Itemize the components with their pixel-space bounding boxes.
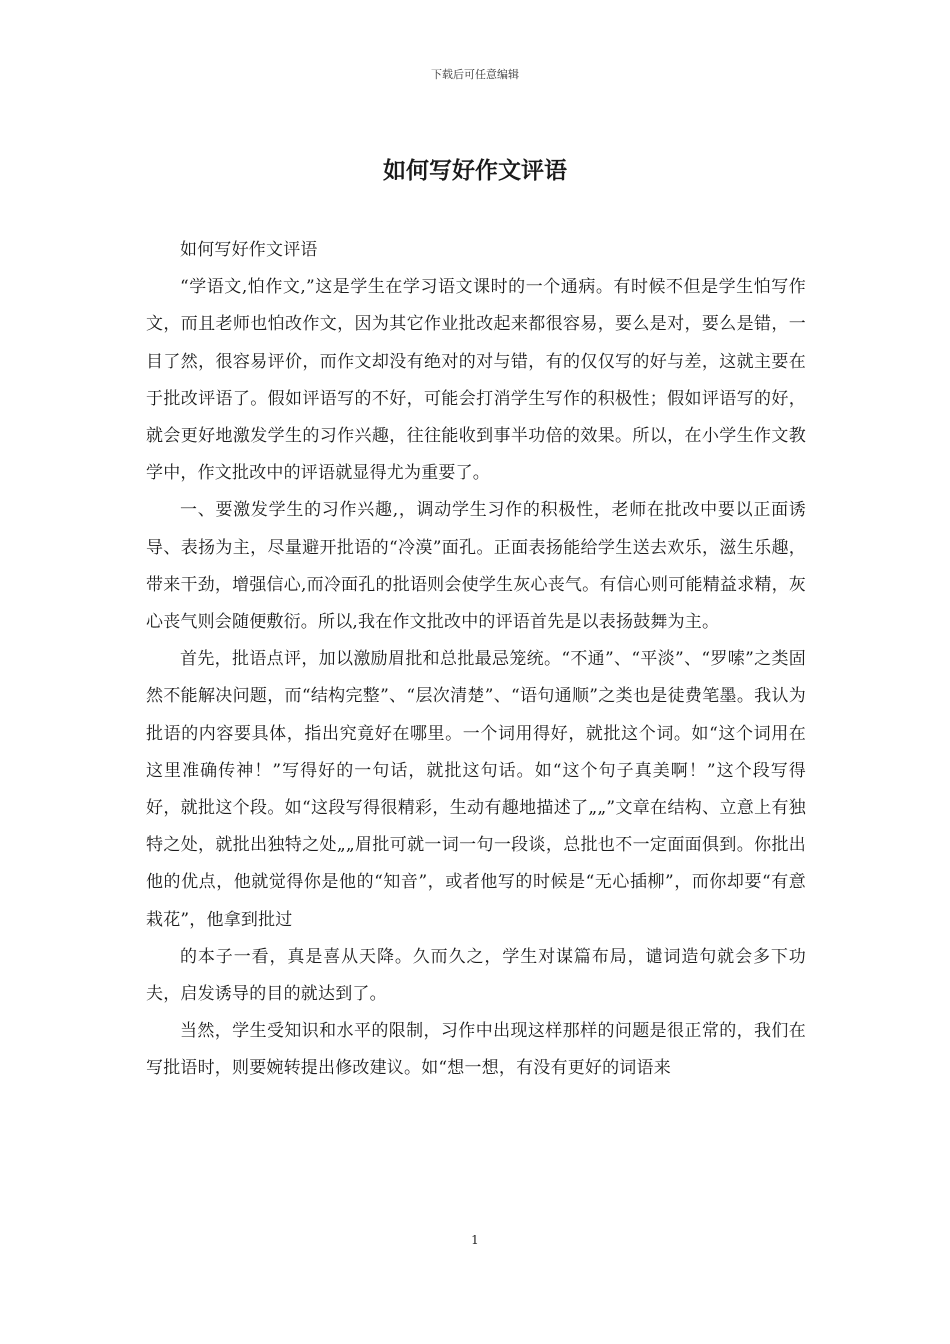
page-number: 1 (471, 1233, 479, 1247)
document-body (146, 232, 806, 1088)
document-title: 如何写好作文评语 (383, 157, 567, 184)
paragraph: 当然，学生受知识和水平的限制，习作中出现这样那样的问题是很正常的，我们在写批语时，则要婉转提出修改建议。如“想一想，有没有更好的词语来 (146, 1021, 806, 1079)
paragraph: 首先，批语点评，加以激励眉批和总批最忌笼统。“不通”、“平淡”、“罗嗦”之类固然不能解决问题，而“结构完整”、“层次清楚”、“语句通顺”之类也是徒费笔墨。我认为批语的内容要具体，指出究竟好在哪里。一个词用得好，就批这个词。如“这个词用在这里准确传神！”写得好的一句话，就批这句话。如“这个句子真美啊！”这个段写得好，就批这个段。如“这段写得很精彩，生动有趣地描述了„„”文章在结构、立意上有独特之处，就批出独特之处„„眉批可就一词一句一段谈，总批也不一定面面俱到。你批出他的优点，他就觉得你是他的“知音”，或者他写的时候是“无心插柳”，而你却要“有意栽花”，他拿到批过 (146, 649, 806, 930)
paragraph: 的本子一看，真是喜从天降。久而久之，学生对谋篇布局，谴词造句就会多下功夫，启发诱导的目的就达到了。 (146, 946, 806, 1005)
paragraph: 一、要激发学生的习作兴趣,，调动学生习作的积极性，老师在批改中要以正面诱导、表扬为主，尽量避开批语的“冷漠”面孔。正面表扬能给学生送去欢乐，滋生乐趣，带来干劲，增强信心,而冷面孔的批语则会使学生灰心丧气。有信心则可能精益求精，灰心丧气则会随便敷衍。所以,我在作文批改中的评语首先是以表扬鼓舞为主。 (146, 500, 806, 633)
header-note: 下载后可任意编辑 (431, 68, 519, 81)
paragraph: “学语文,怕作文,”这是学生在学习语文课时的一个通病。有时候不但是学生怕写作文，而且老师也怕改作文，因为其它作业批改起来都很容易，要么是对，要么是错，一目了然，很容易评价，而作文却没有绝对的对与错，有的仅仅写的好与差，这就主要在于批改评语了。假如评语写的不好，可能会打消学生写作的积极性；假如评语写的好，就会更好地激发学生的习作兴趣，往往能收到事半功倍的效果。所以，在小学生作文教学中，作文批改中的评语就显得尤为重要了。 (146, 277, 806, 484)
paragraph: 如何写好作文评语 (180, 240, 318, 260)
